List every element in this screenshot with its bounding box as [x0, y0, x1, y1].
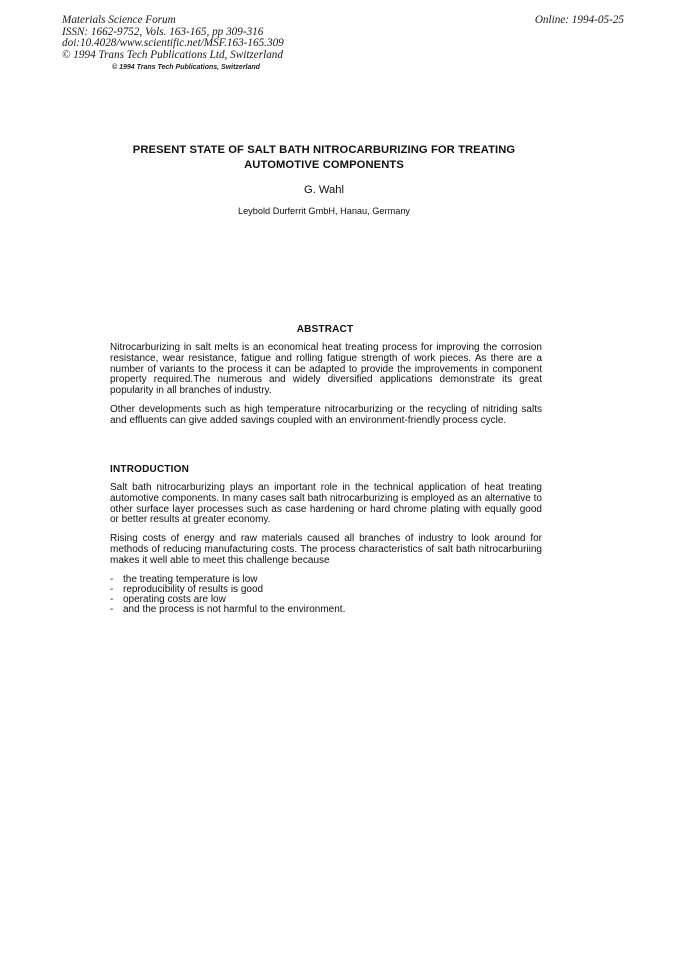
online-date: Online: 1994-05-25	[534, 14, 624, 26]
author-affiliation: Leybold Durferrit GmbH, Hanau, Germany	[237, 206, 411, 216]
abstract-heading: ABSTRACT	[296, 324, 354, 335]
list-item: - reproducibility of results is good	[110, 584, 264, 595]
print-copyright: © 1994 Trans Tech Publications, Switzerland	[112, 64, 260, 71]
introduction-heading: INTRODUCTION	[110, 464, 190, 475]
abstract-paragraph-2: Other developments such as high temperature nitrocarburizing or the recycling of nitriding salts and effluents can give added savings coupled with an environment-friendly process cycle.	[110, 404, 542, 426]
list-item: - and the process is not harmful to the environment.	[110, 604, 346, 615]
copyright-line: © 1994 Trans Tech Publications Ltd, Switzerland	[62, 48, 283, 61]
introduction-paragraph-1: Salt bath nitrocarburizing plays an important role in the technical application of heat treating automotive components. In many cases salt bath nitrocarburizing is employed as an alternative to other surface layer processes such as case hardening or hard chrome plating with equally good or better results at greater economy.	[110, 482, 542, 526]
doi-line: doi:10.4028/www.scientific.net/MSF.163-165.309	[62, 37, 284, 50]
title-line-2: AUTOMOTIVE COMPONENTS	[244, 158, 404, 171]
introduction-paragraph-2: Rising costs of energy and raw materials caused all branches of industry to look around for methods of reducing manufacturing costs. The process characteristics of salt bath nitrocarburiing makes it well able to meet this challenge because	[110, 533, 542, 566]
issn-line: ISSN: 1662-9752, Vols. 163-165, pp 309-316	[62, 25, 264, 38]
abstract-paragraph-1: Nitrocarburizing in salt melts is an economical heat treating process for improving the corrosion resistance, wear resistance, fatigue and rolling fatigue strength of work pieces. As there are a number of variants to the process it can be adapted to provide the improvements in component property required.The numerous and widely diversified applications demonstrate its great popularity in all branches of industry.	[110, 342, 542, 397]
paper-title	[80, 143, 568, 172]
publication-meta	[62, 15, 284, 61]
list-item: - operating costs are low	[110, 594, 226, 605]
journal-name: Materials Science Forum	[62, 14, 176, 26]
title-line-1: PRESENT STATE OF SALT BATH NITROCARBURIZING FOR TREATING	[132, 144, 516, 156]
list-item: - the treating temperature is low	[110, 574, 258, 585]
author-name: G. Wahl	[304, 184, 344, 196]
benefits-list	[110, 575, 542, 615]
